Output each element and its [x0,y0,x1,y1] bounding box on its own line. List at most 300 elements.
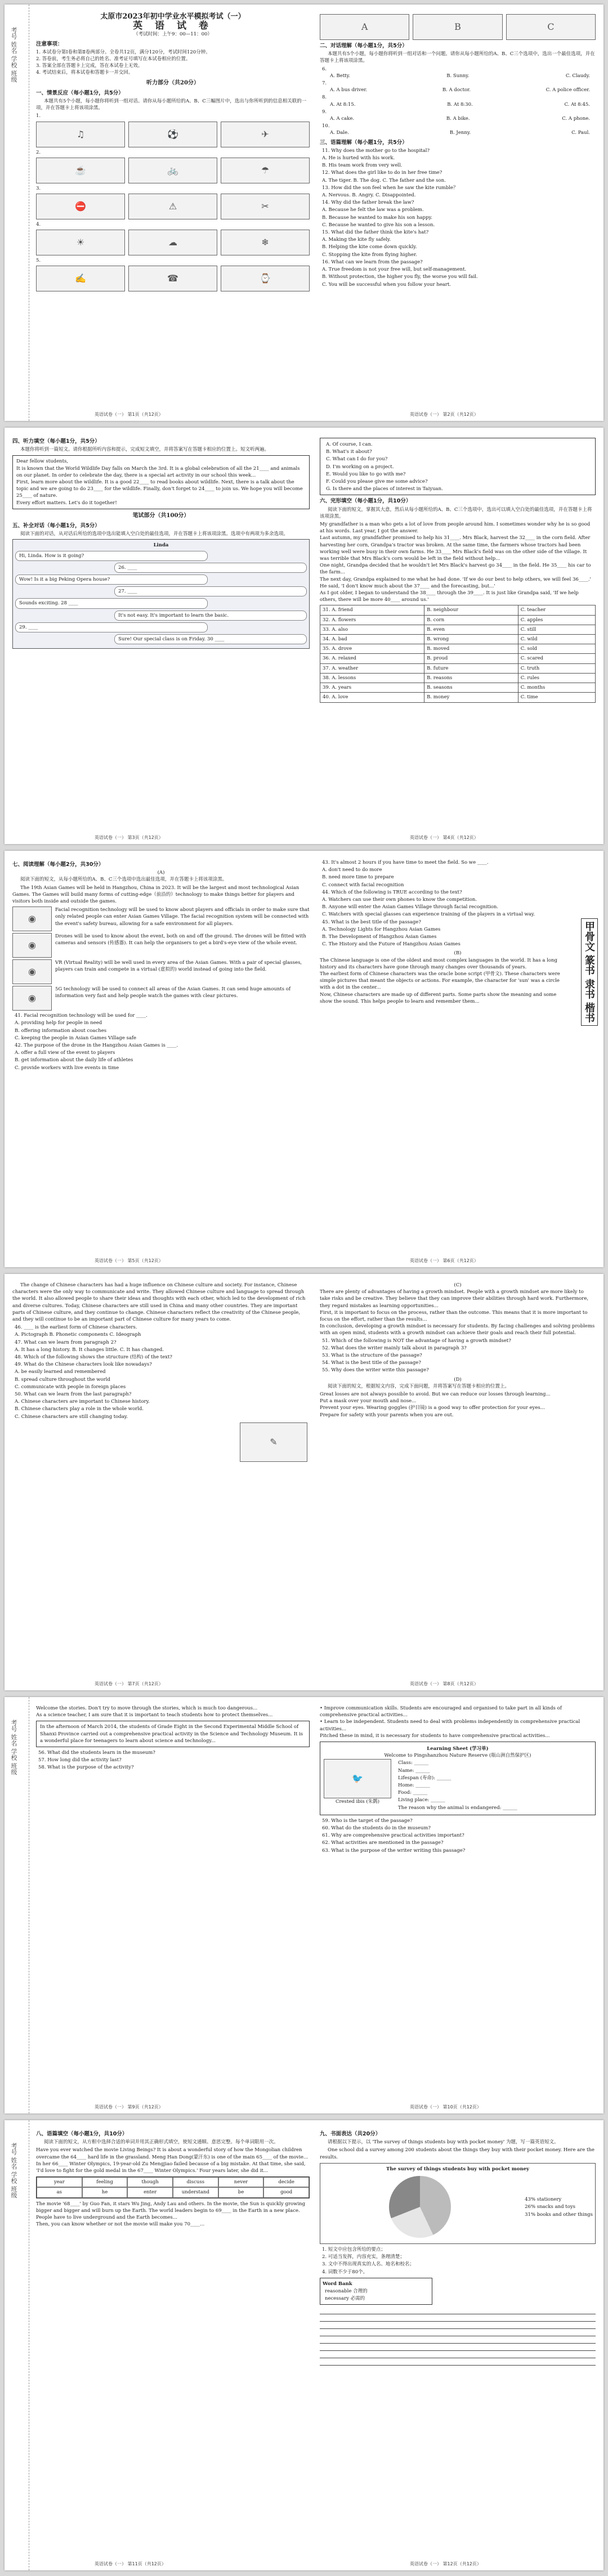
picture-icon: ✍ [36,266,125,291]
question-line: A. be easily learned and remembered [15,1369,106,1375]
question-line: 62. What activities are mentioned in the passage? [322,1840,444,1846]
listen2-questions [320,66,596,137]
learning-sheet-title: Learning Sheet (学习单) [427,1746,489,1752]
dialogue-option: E. Would you like to go with me? [326,471,406,477]
question-line: 48. Which of the following shows the structure (结构) of the text? [15,1354,172,1361]
cloze-option: B. seasons [424,683,518,693]
bird-icon: 🐦 [324,1759,391,1798]
writing-line [320,2336,596,2344]
listen3-questions [320,147,596,288]
learning-sheet-field: Lifespan (寿命): ______ [398,1775,451,1781]
technology-text: 5G technology will be used to connect all areas of the Asian Games. It can send huge amounts of information very fast and help people watch the games with clear pictures. [55,986,291,999]
passage-c-text: There are plenty of advantages of having a growth mindset. People with a growth mindset are more likely to take risks and be creative. They believe that they can improve their abilities through hard work. Furthermore, they regard mistakes as learning opportunities... First, it is important to focus on the process, rather than the outcome. This means that it is more important to focus on the effort, rather than the results... In conclusion, developing a growth mindset is necessary for students. By facing challenges and solving problems with an open mind, students with a growth mindset can achieve their goals and reach their full potential. [320,1289,595,1336]
binding-gutter [5,5,29,421]
writing-line [320,2329,596,2336]
binding-gutter [5,2120,29,2570]
cloze-option: 40. A. love [320,693,424,702]
exam-page-6 [5,2120,603,2570]
exam-page-2 [5,428,603,844]
learning-sheet [320,1742,596,1815]
word-bank-title: Word Bank [323,2281,352,2287]
technology-icon: ◉ [12,933,52,958]
listen1-q2: 2. [36,149,41,155]
question-number: 7. [322,80,327,87]
question-line: 49. What do the Chinese characters look like nowadays? [15,1362,152,1368]
question-line: 51. Which of the following is NOT the advantage of having a growth mindset? [322,1338,511,1344]
learning-sheet-field: Food: ______ [398,1790,428,1796]
question-line: B. spread culture throughout the world [15,1376,110,1383]
chat-bubble: Wow! Is it a big Peking Opera house? [15,575,208,585]
passage-b-text: The Chinese language is one of the oldest and most complex languages in the world. It has a long history and its characters have gone through many changes over thousands of years. The earliest form of Chinese characters was the oracle bone script (甲骨文). These characters were simple pictures that meant the objects or actions. For example, the character for 'sun' was a circle with a dot in the center... Now, Chinese characters are made up of different parts. Some parts show the meaning and some show the sound. This helps people to learn and remember them... [320,957,560,1004]
passage-e-text: Welcome the stories. Don't try to move through the stories, which is much too dangerous... As a science teacher, I am sure that it is important to teach students how to protect themselves... [36,1706,273,1718]
chat-bubble: 29. ____ [15,622,208,632]
picture-icon: ☎ [128,266,217,291]
writing-line [320,2314,596,2322]
section-2-desc: 本题共有5个小题，每小题你将听到一组对话和一个问题。请你从每小题所给的A、B、C三个选项中，选出一个最佳选项，并在答题卡上将该项涂黑。 [320,51,595,64]
question-line: 12. What does the girl like to do in her free time? [322,170,442,176]
reading-image: ✎ [240,1422,307,1462]
technology-item [12,933,310,958]
question-line: 13. How did the son feel when he saw the kite rumble？ [322,185,458,191]
writing-requirement: 1. 短文中应包含所给的要点； [322,2247,386,2253]
question-row [322,94,596,107]
technology-text: VR (Virtual Reality) will be well used in every area of the Asian Games. With a pair of special glasses, players can train and compete in a virtual (虚拟的) world instead of going into the field. [55,960,302,973]
section-3-title: 三、语篇理解（每小题1分，共5分） [320,139,408,146]
question-row [322,66,596,79]
cloze-option: B. moved [424,644,518,654]
picture-row-2 [36,158,310,183]
picture-icon: ☀ [36,230,125,255]
option-c: C. Claudy. [565,73,590,79]
cloze-option: 31. A. friend [320,605,424,615]
exam-page-1 [5,5,603,421]
cloze-option: 38. A. lessons [320,673,424,683]
notice-3: 3. 答案全部在答题卡上完成，答在本试卷上无效。 [36,63,143,69]
pie-chart-label: 31% books and other things [525,2211,593,2218]
passage-b-questions [12,1324,310,1420]
cloze-option: B. future [424,663,518,673]
cloze-option-row [320,625,596,634]
dialogue-options [320,438,596,495]
question-line: 54. What is the best title of the passage? [322,1360,421,1366]
writing-requirement: 4. 词数不少于80个。 [322,2269,368,2275]
word-box-item: good [263,2187,309,2197]
question-line: 44. Which of the following is TRUE according to the text? [322,889,462,895]
question-line: C. You will be successful when you follow your heart. [322,281,451,288]
passage-d-label: (D) [454,1376,462,1383]
technology-text: Drones will be used to know about the event, both on and off the ground. The drones will be fitted with cameras and sensors (传感器). It can help the organisers to get a bird's-eye view of the whole event. [55,934,306,946]
word-bank-item: reasonable 合理的 [325,2288,368,2295]
learning-sheet-field: The reason why the animal is endangered: ______ [398,1805,517,1811]
writing-requirement: 2. 可适当发挥，内容充实，条理清楚； [322,2254,405,2260]
cloze-option-row [320,605,596,615]
cloze-options-table [320,605,596,702]
option-c: C. A phone. [562,116,590,122]
word-box-item: understand [173,2187,218,2197]
question-line: 43. It's almost 2 hours if you have time to meet the field. So we ____. [322,860,489,865]
picture-icon: ✈ [221,122,310,147]
page-footer-left: 英语试卷（一） 第3页（共12页） [95,835,163,840]
question-line: 55. Why does the writer write this passage? [322,1367,429,1374]
exam-time: （考试时间：上午9：00—11：00） [133,32,212,38]
picture-icon: ⚽ [128,122,217,147]
cloze-option: C. scared [518,654,595,663]
pie-chart-label: 43% stationery [525,2197,562,2203]
picture-icon: ☂ [221,158,310,183]
question-line: 60. What do the students do in the museum? [322,1825,431,1832]
learning-sheet-fields [396,1759,592,1811]
question-line: C. connect with facial recognition [322,882,404,888]
cloze-option: 36. A. relaxed [320,654,424,663]
cloze-option: C. teacher [518,605,595,615]
chat-bubble: 26. ____ [114,563,307,573]
cloze-option: B. money [424,693,518,702]
question-row [322,123,596,136]
section-1-title: 一、情景反应（每小题1分，共5分） [36,89,124,96]
question-line: 56. What did the students learn in the museum? [38,1750,155,1756]
picture-icon: ☁ [128,230,217,255]
question-line: C. keeping the people in Asian Games Village safe [15,1035,137,1041]
chat-title: Linda [153,542,169,549]
passage-c-questions [320,1338,596,1374]
dialogue-option: D. I'm working on a project. [326,464,394,470]
question-line: B. The Development of Hangzhou Asian Games [322,934,437,940]
picture-icon: B [413,14,502,40]
technology-item [12,959,310,984]
section-9-title: 九、书面表达（共20分） [320,2131,381,2137]
picture-icon: ⛔ [36,194,125,219]
question-line: C. communicate with people in foreign places [15,1384,126,1390]
word-box [36,2176,310,2198]
option-row [322,115,596,122]
technology-icon: ◉ [12,959,52,984]
passage-a-questions-cont [320,859,596,948]
section-7-title: 七、阅读理解（每小题2分，共30分） [12,861,104,868]
cloze-option: C. months [518,683,595,693]
question-line: 14. Why did the father break the law? [322,200,414,206]
writing-line [320,2307,596,2314]
question-line: A. He is hurted with his work. [322,155,395,161]
section-1-desc: 本题共有5个小题，每小题你将听到一组对话。请你从每小题所给的A、B、C三幅图片中，选出与你所听到的信息相关联的一项，并在答题卡上将该项涂黑。 [36,98,307,111]
word-box-item: be [218,2187,264,2197]
question-line: 47. What can we learn from paragraph 2? [15,1339,117,1345]
dialogue-option: C. What can I do for you? [326,456,388,463]
option-c: C. Paul. [571,130,590,136]
question-line: B. His team work from very well. [322,163,403,169]
cloze-option: 35. A. drove [320,644,424,654]
exam-page-4 [5,1274,603,1690]
question-line: 61. Why are comprehensive practical activities important? [322,1833,464,1839]
option-c: C. A police officer. [546,87,590,93]
cloze-option: C. still [518,625,595,634]
gutter-text: 考号 姓名 学校 班级 [10,27,17,83]
question-line: A. It has a long history. B. It changes little. C. It has changed. [15,1347,164,1353]
exam-subject: 英 语 试 卷 [133,20,213,32]
learning-sheet-field: Living place: ______ [398,1797,445,1803]
cloze-option: B. proud [424,654,518,663]
question-line: A. Technology Lights for Hangzhou Asian Games [322,926,441,932]
question-number: 10. [322,123,330,129]
page-footer-right: 英语试卷（一） 第2页（共12页） [410,412,479,417]
cloze-option: B. wrong [424,635,518,644]
passage-a-questions [12,1012,310,1071]
chat-bubble: Hi, Linda. How is it going? [15,551,208,561]
cloze-option: 34. A. bad [320,635,424,644]
technology-text: Facial recognition technology will be used to know about players and officials in order to make sure that only related people can enter Asian Games Village. The facial recognition system will be connected with the event's safety bureau, allowing for a safe environment for all players. [55,907,310,927]
learning-sheet-field: Home: ______ [398,1783,430,1789]
question-line: C. Chinese characters are still changing today. [15,1413,128,1420]
picture-row-3 [36,194,310,219]
picture-icon: ⚠ [128,194,217,219]
learning-sheet-field: Class: ______ [398,1760,429,1766]
cloze-option-row [320,673,596,683]
question-line: B. offering information about coaches [15,1027,107,1034]
passage-a-label: (A) [157,870,165,876]
question-line: 45. What is the best title of the passage? [322,919,421,925]
cloze-option: 37. A. weather [320,663,424,673]
picture-icon: ✂ [221,194,310,219]
section-6-desc: 阅读下面的短文，掌握其大意，然后从每小题所给的A、B、C三个选项中，选出可以填入空白处的最佳选项，并在答题卡上将该项涂黑。 [320,506,592,519]
option-row [322,73,596,79]
picture-icon: C [506,14,596,40]
cloze-option: C. wild [518,635,595,644]
cloze-option: B. even [424,625,518,634]
listen1-q5: 5. [36,258,41,264]
option-a: A. A bus driver. [330,87,368,93]
question-line: C. Stopping the kite from flying higher. [322,252,417,258]
cloze-option-row [320,615,596,625]
writing-line [320,2358,596,2366]
question-line: B. Because he wanted to make his son happy. [322,214,432,221]
section-2-title: 二、对话理解（每小题1分，共5分） [320,43,408,49]
question-line: 50. What can we learn from the last paragraph? [15,1392,132,1398]
picture-icon: ♫ [36,122,125,147]
cloze-passage: My grandfather is a man who gets a lot of love from people around him. I sometimes wonder why he is so good at his words. Last year, I got the answer. Last autumn, my grandfather promised to help his 31____. Mrs Black, harvest the 32____ in the corn field. After harvesting her corn, Grandpa's tractor was broken. At the same time, the farmers whose tractors had been working well were busy in their own farms. He 33____ Mrs Black's field was on the other side of the village. It was terrible that Mrs Black's corn would be left in the field without help... One night, Grandpa decided that he wouldn't let Mrs Black's harvest go 34____ in the field. He 35____ his car to the farm... The next day, Grandpa explained to me what he had done. 'If we do our best to help others, we will feel 36____.' He said, 'I don't know much about the 37____ and the forecasting, but...' As I got older, I began to understand the 38____ through the 39____. It is just like Grandpa said, 'If we help others, there will be more 40____ around us.' [320,522,591,603]
question-line: A. don't need to do more [322,867,382,873]
picture-row-5 [36,266,310,291]
learning-sheet-caption: Crested ibis (朱鹮) [335,1799,380,1805]
cloze-option-row [320,663,596,673]
passage-e-questions [36,1749,310,1771]
picture-icon: ❄ [221,230,310,255]
section-5-title: 五、补全对话（每小题1分，共5分） [12,523,100,529]
section-9-desc: 请根据以下提示，以 'The survey of things students buy with pocket money' 为题，写一篇英语短文。 [328,2139,559,2146]
question-number: 8. [322,95,327,101]
cloze-option: B. neighbour [424,605,518,615]
question-line: 63. What is the purpose of the writer writing this passage? [322,1847,466,1854]
passage-d-desc: 阅读下面的短文，根据短文内容，完成下面问题，并将答案写在答题卡相应的位置上。 [328,1383,510,1389]
option-b: B. Sunny. [446,73,470,79]
question-line: B. Chinese characters play a role in the whole world. [15,1406,144,1412]
gutter-text: 考号 姓名 学校 班级 [10,2143,17,2198]
pie-chart-legend [522,2196,593,2218]
word-box-item: year [37,2177,82,2187]
page-footer-right: 英语试卷（一） 第8页（共12页） [410,1681,479,1686]
page-footer-right: 英语试卷（一） 第4页（共12页） [410,835,479,840]
passage-b-more: The change of Chinese characters has had a huge influence on Chinese culture and society. For instance, Chinese characters were the only way to communicate and write. They allowed Chinese culture and language to spread through the world. It also allowed people to share their ideas and thoughts with each other, which led to the development of rich and diverse cultures. Today, Chinese characters are still used in China and many other countries. They are important parts of Chinese culture, and they continue to change. Chinese characters reflect the creativity of the Chinese people, and they will continue to be an important part of Chinese culture for many years to come. [12,1282,306,1323]
section-4-title: 四、听力填空（每小题1分，共5分） [12,438,100,445]
question-line: 46. ____ is the earliest form of Chinese characters. [15,1325,137,1331]
listen1-q1: 1. [36,113,41,119]
question-line: 53. What is the structure of the passage? [322,1353,422,1359]
word-box-item: enter [127,2187,173,2197]
exam-page-3 [5,851,603,1267]
listen1-q4: 4. [36,222,41,228]
page-footer-left: 英语试卷（一） 第1页（共12页） [95,412,163,417]
cloze-option-row [320,683,596,693]
question-line: C. Watchers with special glasses can experience training of the players in a virtual way. [322,912,535,918]
picture-row-1 [36,122,310,147]
picture-icon: 🚲 [128,158,217,183]
writing-line [320,2351,596,2358]
question-line: B. Without protection, the higher you fly, the worse you will fail. [322,274,478,280]
page-footer-left: 英语试卷（一） 第11页（共12页） [95,2561,166,2566]
writing-lines [320,2307,596,2366]
technology-item [12,986,310,1011]
question-row [322,80,596,93]
passage-f-questions [320,1817,596,1854]
question-line: 41. Facial recognition technology will be used for ____. [15,1013,147,1019]
section-8-title: 八、语篇填空（每小题1分，共10分） [36,2131,128,2137]
cloze-option: 33. A. also [320,625,424,634]
notice-2: 2. 答卷前，考生务必将自己的姓名、准考证号填写在本试卷相应的位置。 [36,56,191,62]
chat-bubble: 27. ____ [114,586,307,596]
question-line: 16. What can we learn from the passage? [322,259,423,265]
passage-b-label: (B) [454,950,462,957]
notice-4: 4. 考试结束后，将本试卷和答题卡一并交回。 [36,70,133,76]
section-8-desc: 阅读下面的短文，从方框中选择合适的单词并用其正确形式填空，使短文通顺、意思完整。每个单词限用一次。 [44,2139,279,2146]
dialogue-option: A. Of course, I can. [326,442,373,447]
word-box-item: though [127,2177,173,2187]
writing-requirement: 3. 文中不得出现真实的人名、地名和校名； [322,2261,414,2268]
picture-icon: ⌚ [221,266,310,291]
learning-sheet-subtitle: Welcome to Pingshanzhou Nature Reserve (瓶山洲自然保护区) [384,1753,531,1759]
passage-c-label: (C) [454,1282,462,1288]
part-listening: 听力部分（共20分） [146,79,199,86]
section-7-desc: 阅读下面的短文，从每小题所给的A、B、C三个选项中选出最佳选项，并在答题卡上将该项涂黑。 [20,877,227,883]
question-number: 9. [322,109,327,115]
exam-page-5 [5,1697,603,2113]
cloze-option: C. apples [518,615,595,625]
page-footer-left: 英语试卷（一） 第5页（共12页） [95,1258,163,1263]
picture-row-top [320,14,596,40]
page-footer-left: 英语试卷（一） 第7页（共12页） [95,1681,163,1686]
cloze-option-row [320,693,596,702]
letter-box: Dear fellow students, It is known that the World Wildlife Day falls on March the 3rd. It is a global celebration of all the 21____ and animals on our planet. In order to celebrate the day, there is a special art activity in our school this week... First, learn more about the wildlife. It is a good 22____ to read books about wildlife. Next, there is a talk about the topic and we are going to do 23____ for the wildlife. Finally, don't forget to 24____ to join us. We hope you will become 25____ of nature. Every effort matters. Let's do it together! [12,455,310,509]
question-line: B. need more time to prepare [322,874,394,881]
passage-f-text: • Improve communication skills. Students are encouraged and organised to take part in all kinds of comprehensive practical activities... • Learn to be independent. Students need to deal with problems independently in comprehensive practical activities... Pitched these in mind, it is necessary for students to have comprehensive practical activities... [320,1706,580,1739]
technology-icon: ◉ [12,986,52,1011]
question-line: 57. How long did the activity last? [38,1757,122,1763]
question-line: A. The tiger. B. The dog. C. The father and the son. [322,177,446,183]
dialogue-option: F. Could you please give me some advice? [326,479,428,485]
page-footer-left: 英语试卷（一） 第9页（共12页） [95,2104,163,2110]
chat-window [12,539,310,649]
option-row [322,87,596,93]
page-footer-right: 英语试卷（一） 第10页（共12页） [410,2104,481,2110]
word-bank [323,2288,430,2302]
question-line: B. get information about the daily life of athletes [15,1057,133,1063]
question-line: 58. What is the purpose of the activity? [38,1765,134,1771]
word-box-item: as [37,2187,82,2197]
word-box-item: never [218,2177,264,2187]
question-line: C. provide workers with live events in time [15,1065,119,1071]
question-line: A. Pictograph B. Phonetic components C. Ideograph [15,1332,141,1338]
chat-bubble: Sounds exciting. 28 ____ [15,598,208,608]
option-b: B. At 8:30. [447,101,473,107]
word-box-item: discuss [173,2177,218,2187]
pie-chart [389,2176,451,2238]
option-row [322,101,596,108]
gap-fill-passage: Have you ever watched the movie Living Beings? It is about a wonderful story of how the Mongolian children overcame the 64____ hard life in the grassland. Meng Han Dong(蒙汗东) is one of the main 65____ of the movie... In her 66____ Winter Olympics, 19-year-old Zu Mengjiao failed because of a big mistake. At that time, she said, 'I'd love to fight for the gold medal in the 67____ Winter Olympics.' Four years later, she did it... [36,2147,309,2174]
option-c: C. At 8:45. [564,101,590,107]
gutter-text: 考号 姓名 学校 班级 [10,1720,17,1775]
option-b: B. Jenny. [449,130,471,136]
page-footer-right: 英语试卷（一） 第6页（共12页） [410,1258,479,1263]
notice-1: 1. 本试卷分第Ⅰ卷和第Ⅱ卷两部分。全卷共12页，满分120分，考试时间120分钟。 [36,49,211,55]
cloze-option-row [320,654,596,663]
question-line: C. Because he wanted to give his son a lesson. [322,222,435,228]
question-line: A. Watchers can use their own phones to know the competition. [322,897,477,903]
question-line: 52. What does the writer mainly talk about in paragraph 3? [322,1345,467,1351]
question-line: A. Making the kite fly safely. [322,237,391,243]
question-number: 6. [322,66,327,72]
cloze-option: C. rules [518,673,595,683]
option-a: A. Dale. [330,130,349,136]
question-line: B. Anyone will enter the Asian Games Village through facial recognition. [322,904,499,910]
option-row [322,129,596,136]
cloze-option-row [320,644,596,654]
word-box-item: decide [263,2177,309,2187]
technology-items [12,906,310,1011]
part-writing: 笔试部分（共100分） [132,512,190,519]
technology-item [12,906,310,931]
section-6-title: 六、完形填空（每小题1分，共10分） [320,498,412,505]
question-line: A. Because he felt the law was a problem. [322,207,424,213]
writing-line [320,2344,596,2351]
survey-intro: One school did a survey among 200 students about the things they buy with their pocket money. Here are the results. [320,2147,594,2160]
question-line: A. True freedom is not your free will, but self-management. [322,267,467,273]
word-bank-item: necessary 必需的 [325,2296,365,2302]
question-line: 59. Who is the target of the passage? [322,1817,413,1824]
option-a: A. Betty. [330,73,351,79]
question-line: 11. Why does the mother go to the hospital? [322,147,430,154]
question-line: A. Nervous. B. Angry. C. Disappointed. [322,192,416,199]
question-line: C. The History and the Future of Hangzhou Asian Games [322,941,461,948]
writing-line [320,2322,596,2329]
dialogue-option: B. What's it about? [326,449,372,455]
learning-sheet-field: Name: ______ [398,1767,430,1774]
section-5-desc: 阅读下面的对话，从对话后所给的选项中选出能填入空白处的最佳选项，并在答题卡上将该项涂黑。选项中有两项为多余选项。 [20,531,289,537]
chat-bubble: It's not easy. It's important to learn the basic. [114,611,307,621]
movie-passage: The movie '68____' by Guo Fan, it stars Wu Jing, Andy Lau and others. In the movie, the Sun is quickly growing bigger and bigger and will burn up the Earth. The world leaders begin to 69____ in the Earth in a new place. People have to live underground and the Earth becomes... Then, you can know whether or not the movie will make you 70____... [36,2201,306,2228]
activity-notice-box: In the afternoon of March 2014, the students of Grade Eight in the Second Experimental Middle School of Shanxi Province carried out a comprehensive practical activity in the Science and Technology Museum. It is a wonderful place for teenagers to learn about science and technology... [36,1721,310,1747]
option-b: B. A doctor. [442,87,471,93]
cloze-option-row [320,635,596,644]
notice-title: 注意事项： [36,41,63,47]
picture-icon: ☕ [36,158,125,183]
question-line: A. providing help for people in need [15,1020,102,1026]
cloze-option: 32. A. flowers [320,615,424,625]
cloze-option: B. reasons [424,673,518,683]
word-box-item: he [82,2187,128,2197]
question-line: A. offer a full view of the event to players [15,1050,115,1056]
pie-chart-title: The survey of things students buy with pocket money [386,2166,529,2172]
dialogue-option: G. Is there and the places of interest in Taiyuan. [326,486,443,492]
passage-d-text: Great losses are not always possible to avoid. But we can reduce our losses through learning... Put a mask over your mouth and nose... Prevent your eyes. Wearing goggles (护目镜) is a good way to offer protection for your eyes... Prepare for safety with your parents when you are out. [320,1392,551,1418]
cloze-option: B. corn [424,615,518,625]
cloze-option: C. truth [518,663,595,673]
